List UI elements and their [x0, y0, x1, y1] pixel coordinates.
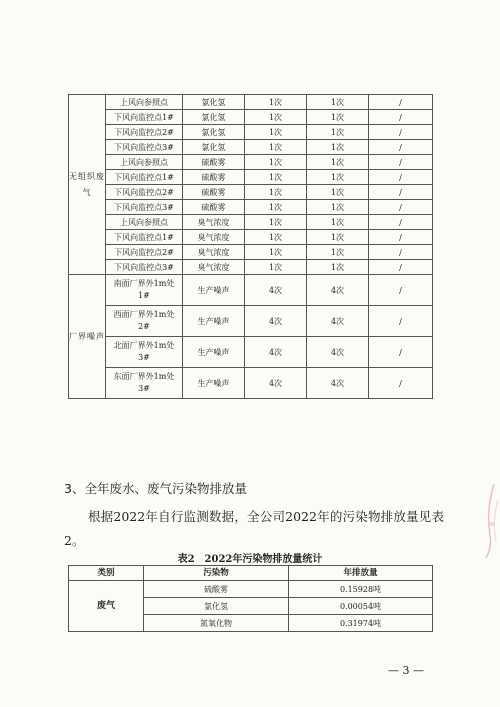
amount-cell: 0.15928吨	[289, 581, 433, 598]
frequency-cell: 1次	[245, 230, 307, 245]
table-row	[69, 110, 433, 125]
monitoring-item: 臭气浓度	[183, 260, 245, 275]
frequency-cell: 1次	[307, 245, 369, 260]
monitoring-point: 下风向监控点1#	[106, 110, 183, 125]
table-row	[69, 125, 433, 140]
remark-cell: /	[369, 140, 433, 155]
remark-cell: /	[369, 215, 433, 230]
table-row	[69, 200, 433, 215]
frequency-cell: 4次	[245, 368, 307, 399]
column-header: 类别	[69, 566, 144, 581]
section-heading: 3、全年废水、废气污染物排放量	[64, 481, 247, 496]
table-row	[69, 306, 433, 337]
frequency-cell: 4次	[307, 306, 369, 337]
remark-cell: /	[369, 95, 433, 110]
frequency-cell: 1次	[307, 215, 369, 230]
seal-stamp-edge	[466, 480, 500, 560]
remark-cell: /	[369, 275, 433, 306]
monitoring-frequency-table	[68, 94, 433, 399]
table-row	[69, 185, 433, 200]
category-cell: 无组织废气	[69, 95, 106, 275]
monitoring-item: 氯化氢	[183, 110, 245, 125]
monitoring-item: 生产噪声	[183, 275, 245, 306]
frequency-cell: 1次	[245, 140, 307, 155]
table-row	[69, 215, 433, 230]
frequency-cell: 4次	[307, 275, 369, 306]
monitoring-point: 北面厂界外1m处3#	[106, 337, 183, 368]
category-cell: 厂界噪声	[69, 275, 106, 399]
remark-cell: /	[369, 170, 433, 185]
frequency-cell: 4次	[245, 306, 307, 337]
frequency-cell: 1次	[245, 155, 307, 170]
monitoring-item: 臭气浓度	[183, 245, 245, 260]
frequency-cell: 1次	[307, 125, 369, 140]
monitoring-point: 下风向监控点2#	[106, 125, 183, 140]
monitoring-item: 生产噪声	[183, 337, 245, 368]
frequency-cell: 1次	[245, 170, 307, 185]
pollutant-cell: 氮氧化物	[144, 615, 289, 632]
frequency-cell: 1次	[245, 245, 307, 260]
monitoring-item: 臭气浓度	[183, 215, 245, 230]
monitoring-point: 南面厂界外1m处1#	[106, 275, 183, 306]
remark-cell: /	[369, 306, 433, 337]
monitoring-item: 硫酸雾	[183, 155, 245, 170]
frequency-cell: 1次	[307, 185, 369, 200]
page-number: — 3 —	[388, 664, 424, 677]
remark-cell: /	[369, 110, 433, 125]
table-row	[69, 581, 433, 598]
frequency-cell: 4次	[307, 337, 369, 368]
table-row	[69, 245, 433, 260]
monitoring-point: 下风向监控点3#	[106, 260, 183, 275]
monitoring-item: 氯化氢	[183, 140, 245, 155]
frequency-cell: 4次	[245, 275, 307, 306]
monitoring-point: 上风向参照点	[106, 95, 183, 110]
remark-cell: /	[369, 245, 433, 260]
table-row	[69, 155, 433, 170]
monitoring-point: 上风向参照点	[106, 155, 183, 170]
remark-cell: /	[369, 260, 433, 275]
table-caption: 表2 2022年污染物排放量统计	[177, 554, 323, 565]
monitoring-point: 上风向参照点	[106, 215, 183, 230]
monitoring-point: 东面厂界外1m处3#	[106, 368, 183, 399]
remark-cell: /	[369, 200, 433, 215]
table-row	[69, 368, 433, 399]
monitoring-item: 氯化氢	[183, 95, 245, 110]
frequency-cell: 1次	[245, 110, 307, 125]
table-row	[69, 230, 433, 245]
monitoring-point: 下风向监控点2#	[106, 245, 183, 260]
column-header: 年排放量	[289, 566, 433, 581]
table-row	[69, 275, 433, 306]
monitoring-item: 生产噪声	[183, 306, 245, 337]
table-row	[69, 140, 433, 155]
monitoring-point: 下风向监控点2#	[106, 185, 183, 200]
frequency-cell: 4次	[245, 337, 307, 368]
frequency-cell: 1次	[307, 170, 369, 185]
monitoring-item: 硫酸雾	[183, 170, 245, 185]
frequency-cell: 1次	[307, 95, 369, 110]
frequency-cell: 1次	[307, 110, 369, 125]
body-paragraph: 根据2022年自行监测数据，全公司2022年的污染物排放量见表2。	[64, 509, 444, 548]
monitoring-point: 下风向监控点3#	[106, 200, 183, 215]
pollutant-cell: 硫酸雾	[144, 581, 289, 598]
monitoring-item: 生产噪声	[183, 368, 245, 399]
frequency-cell: 1次	[307, 200, 369, 215]
frequency-cell: 1次	[307, 155, 369, 170]
remark-cell: /	[369, 337, 433, 368]
column-header: 污染物	[144, 566, 289, 581]
monitoring-point: 下风向监控点1#	[106, 230, 183, 245]
monitoring-point: 下风向监控点3#	[106, 140, 183, 155]
table-row	[69, 170, 433, 185]
monitoring-item: 硫酸雾	[183, 185, 245, 200]
monitoring-item: 臭气浓度	[183, 230, 245, 245]
category-cell: 废气	[69, 581, 144, 632]
emission-table	[68, 565, 433, 632]
frequency-cell: 4次	[307, 368, 369, 399]
frequency-cell: 1次	[307, 230, 369, 245]
remark-cell: /	[369, 230, 433, 245]
amount-cell: 0.00054吨	[289, 598, 433, 615]
remark-cell: /	[369, 185, 433, 200]
pollutant-cell: 氯化氢	[144, 598, 289, 615]
table-row	[69, 260, 433, 275]
frequency-cell: 1次	[307, 260, 369, 275]
frequency-cell: 1次	[245, 95, 307, 110]
frequency-cell: 1次	[245, 185, 307, 200]
remark-cell: /	[369, 368, 433, 399]
monitoring-item: 硫酸雾	[183, 200, 245, 215]
monitoring-point: 下风向监控点1#	[106, 170, 183, 185]
remark-cell: /	[369, 125, 433, 140]
table-row	[69, 337, 433, 368]
frequency-cell: 1次	[245, 125, 307, 140]
frequency-cell: 1次	[245, 200, 307, 215]
frequency-cell: 1次	[245, 215, 307, 230]
table-header-row	[69, 566, 433, 581]
monitoring-point: 西面厂界外1m处2#	[106, 306, 183, 337]
frequency-cell: 1次	[245, 260, 307, 275]
table-row	[69, 95, 433, 110]
remark-cell: /	[369, 155, 433, 170]
monitoring-item: 氯化氢	[183, 125, 245, 140]
frequency-cell: 1次	[307, 140, 369, 155]
amount-cell: 0.31974吨	[289, 615, 433, 632]
